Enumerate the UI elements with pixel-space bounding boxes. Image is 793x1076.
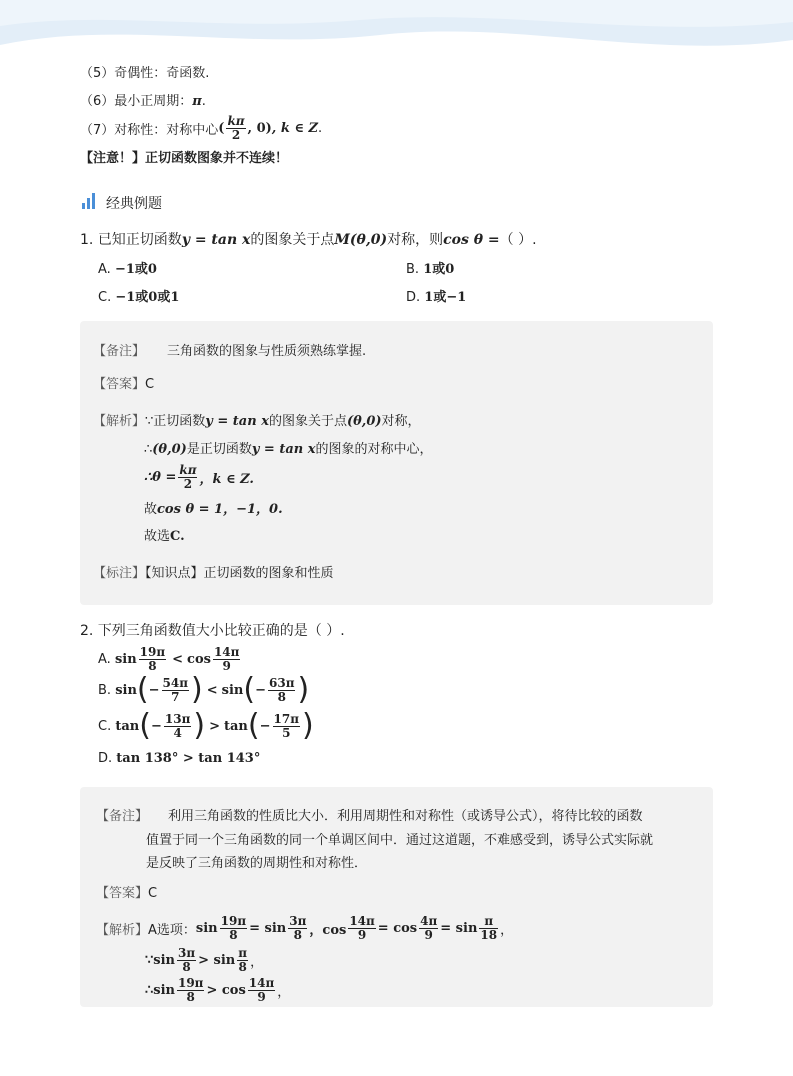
question-2-stem: 2. 下列三角函数值大小比较正确的是（ ）. — [80, 623, 345, 639]
note-discontinuous: 【注意！】正切函数图象并不连续！ — [80, 151, 289, 166]
q1-analysis-line4: 故cos θ = 1，−1，0. — [144, 502, 283, 517]
property-parity: （5）奇偶性：奇函数. — [80, 66, 210, 81]
header-wave-decoration — [0, 0, 793, 60]
q1-option-b[interactable]: B. 1或0 — [406, 262, 455, 277]
property-period: （6）最小正周期：π. — [80, 94, 206, 109]
bar-chart-icon — [82, 193, 98, 209]
q1-analysis: 【解析】∵正切函数y = tan x的图象关于点(θ,0)对称， — [93, 414, 421, 429]
q2-option-c[interactable]: C. tan ( − $\frac{13\pi}{4}$ ) > tan ( − $\frac{17\pi}{5}$ ) — [98, 708, 314, 743]
q1-option-a[interactable]: A. −1或0 — [98, 262, 157, 277]
q2-analysis-line3: ∴sin $\frac{19\pi}{8}$ > cos $\frac{14\pi}{9}$ ， — [145, 975, 291, 1004]
q2-remark-line2: 值置于同一个三角函数的同一个单调区间中．通过这道题，不难感受到，诱导公式实际就 — [146, 833, 654, 848]
q1-analysis-line3: ∴θ = $\frac{k\pi}{2}$ ，k ∈ Z. — [144, 462, 254, 491]
fraction: $\frac{k\pi}{2}$ — [227, 113, 245, 142]
question-1-stem: 1. 已知正切函数y = tan x的图象关于点M(θ,0)对称，则cos θ =（ ）. — [80, 232, 537, 248]
q1-option-d[interactable]: D. 1或−1 — [406, 290, 467, 305]
q1-analysis-line5: 故选C. — [144, 529, 185, 544]
q2-option-b[interactable]: B. sin ( − $\frac{54\pi}{7}$ ) < sin ( − $\frac{63\pi}{8}$ ) — [98, 672, 310, 707]
q2-option-a[interactable]: A. sin $\frac{19\pi}{8}$ < cos $\frac{14\pi}{9}$ — [98, 644, 240, 673]
q1-analysis-line2: ∴(θ,0)是正切函数y = tan x的图象的对称中心， — [144, 442, 433, 457]
q1-remark: 【备注】 三角函数的图象与性质须熟练掌握. — [93, 344, 367, 359]
q2-answer: 【答案】C — [96, 886, 158, 901]
q2-option-d[interactable]: D. tan 138° > tan 143° — [98, 751, 261, 766]
q2-remark-line3: 是反映了三角函数的周期性和对称性． — [146, 856, 368, 871]
q1-option-c[interactable]: C. −1或0或1 — [98, 290, 180, 305]
q2-analysis-line2: ∵sin $\frac{3\pi}{8}$ > sin $\frac{\pi}{8}$ ， — [145, 945, 264, 974]
q1-answer: 【答案】C — [93, 377, 155, 392]
q2-analysis: 【解析】 A选项： sin $\frac{19\pi}{8}$ = sin $\frac{3\pi}{8}$ ，cos $\frac{14\pi}{9}$ = cos $\frac{4\pi}{9}$ = sin $\frac{\pi}{18}$ ， — [96, 913, 514, 942]
q1-tagline: 【标注】【知识点】正切函数的图象和性质 — [93, 566, 334, 581]
section-title: 经典例题 — [106, 196, 162, 212]
property-symmetry: （7）对称性：对称中心 ( $\frac{k\pi}{2}$ , 0) , k ∈ Z . — [80, 113, 323, 142]
q2-remark: 【备注】 利用三角函数的性质比大小．利用周期性和对称性（或诱导公式），将待比较的函数 — [96, 809, 643, 824]
